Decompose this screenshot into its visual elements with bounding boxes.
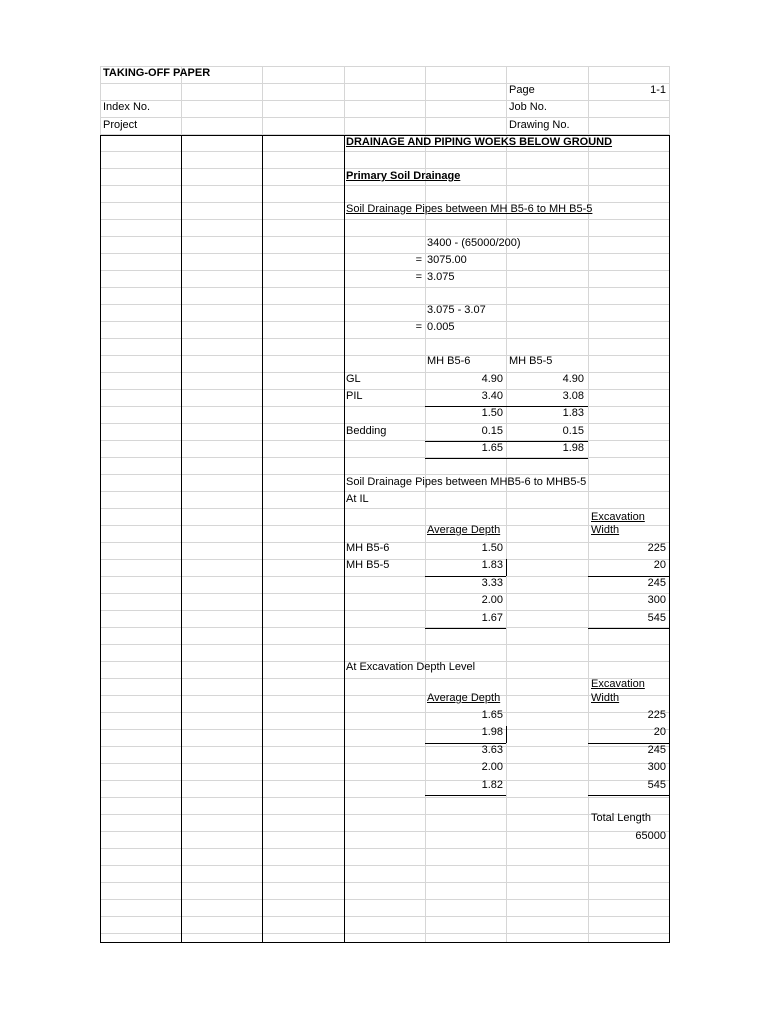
grid-row-line xyxy=(100,508,669,509)
grid-row-line xyxy=(100,355,669,356)
il-depth: 3.33 xyxy=(481,577,503,589)
excavation-width-header: Excavation xyxy=(591,511,645,523)
grid-row-line xyxy=(100,763,669,764)
pipes-heading: Soil Drainage Pipes between MH B5-6 to MH B5-5 xyxy=(346,203,593,215)
grid-row-line xyxy=(100,593,669,594)
grid-row-line xyxy=(100,151,669,152)
il-width: 545 xyxy=(647,612,666,624)
sum-rule xyxy=(588,795,669,796)
exc-width: 20 xyxy=(653,726,666,738)
il-depth: 1.83 xyxy=(481,559,503,571)
grid-row-line xyxy=(100,831,669,832)
gradient-result-1: 3075.00 xyxy=(427,254,467,266)
grid-row-line xyxy=(100,219,669,220)
grid-row-line xyxy=(100,814,669,815)
level-value: 4.90 xyxy=(481,373,503,385)
exc-depth: 1.98 xyxy=(481,726,503,738)
gradient-expression-2: 3.075 - 3.07 xyxy=(427,304,486,316)
il-width: 245 xyxy=(647,577,666,589)
gradient-expression-1: 3400 - (65000/200) xyxy=(427,237,521,249)
index-no-label: Index No. xyxy=(103,101,151,113)
il-depth: 1.67 xyxy=(481,612,503,624)
grid-row-line xyxy=(100,525,669,526)
average-depth-header: Average Depth xyxy=(427,692,501,704)
level-value: 1.83 xyxy=(562,407,584,419)
grid-row-line xyxy=(100,100,669,101)
grid-col-line xyxy=(588,66,589,942)
level-value: 1.65 xyxy=(481,442,503,454)
level-value: 0.15 xyxy=(562,425,584,437)
box-border xyxy=(100,942,670,943)
il-width: 225 xyxy=(647,542,666,554)
project-label: Project xyxy=(103,119,138,131)
level-value: 3.08 xyxy=(562,390,584,402)
average-depth-header: Average Depth xyxy=(427,524,501,536)
grid-col-line xyxy=(425,66,426,942)
at-excavation-heading: At Excavation Depth Level xyxy=(346,661,476,673)
grid-row-line xyxy=(100,780,669,781)
grid-row-line xyxy=(100,899,669,900)
equals-sign: = xyxy=(415,254,422,266)
grid-row-line xyxy=(100,236,669,237)
exc-width: 300 xyxy=(647,761,666,773)
exc-width: 225 xyxy=(647,709,666,721)
grid-row-line xyxy=(100,933,669,934)
grid-row-line xyxy=(100,729,669,730)
grid-row-line xyxy=(100,865,669,866)
grid-row-line xyxy=(100,627,669,628)
level-row-label: Bedding xyxy=(346,425,387,437)
il-row-label: MH B5-6 xyxy=(346,542,390,554)
levels-col-mh-b5-6: MH B5-6 xyxy=(427,355,471,367)
sheet-title: TAKING-OFF PAPER xyxy=(103,67,211,79)
grid-row-line xyxy=(100,287,669,288)
excavation-width-header: Width xyxy=(591,692,620,704)
grid-row-line xyxy=(100,423,669,424)
level-row-label: PIL xyxy=(346,390,363,402)
grid-row-line xyxy=(100,695,669,696)
grid-row-line xyxy=(100,83,669,84)
grid-row-line xyxy=(100,882,669,883)
sum-rule xyxy=(506,726,507,743)
grid-row-line xyxy=(100,491,669,492)
gradient-result-2: 3.075 xyxy=(427,271,455,283)
grid-row-line xyxy=(100,474,669,475)
level-value: 3.40 xyxy=(481,390,503,402)
total-length-value: 65000 xyxy=(635,830,666,842)
grid-row-line xyxy=(100,644,669,645)
exc-depth: 3.63 xyxy=(481,744,503,756)
exc-width: 245 xyxy=(647,744,666,756)
grid-row-line xyxy=(100,797,669,798)
il-depth: 1.50 xyxy=(481,542,503,554)
total-length-label: Total Length xyxy=(591,812,651,824)
level-value: 1.98 xyxy=(562,442,584,454)
page-label: Page xyxy=(509,84,535,96)
levels-col-mh-b5-5: MH B5-5 xyxy=(509,355,553,367)
at-il-label: At IL xyxy=(346,493,369,505)
job-no-label: Job No. xyxy=(509,101,547,113)
exc-width: 545 xyxy=(647,779,666,791)
grid-row-line xyxy=(100,168,669,169)
equals-sign: = xyxy=(415,271,422,283)
grid-row-line xyxy=(100,576,669,577)
grid-row-line xyxy=(100,916,669,917)
grid-row-line xyxy=(100,678,669,679)
grid-row-line xyxy=(100,848,669,849)
il-width: 300 xyxy=(647,594,666,606)
section-subtitle: Primary Soil Drainage xyxy=(346,170,461,182)
at-il-heading: Soil Drainage Pipes between MHB5-6 to MHB5-5 xyxy=(346,476,587,488)
grid-row-line xyxy=(100,746,669,747)
grid-row-line xyxy=(100,338,669,339)
excavation-width-header: Excavation xyxy=(591,678,645,690)
exc-depth: 2.00 xyxy=(481,761,503,773)
grid-row-line xyxy=(100,117,669,118)
level-value: 0.15 xyxy=(481,425,503,437)
level-value: 1.50 xyxy=(481,407,503,419)
sum-rule xyxy=(588,628,669,629)
grid-row-line xyxy=(100,185,669,186)
grid-row-line xyxy=(100,712,669,713)
grid-row-line xyxy=(100,304,669,305)
sum-rule xyxy=(425,795,506,796)
gradient-result-3: 0.005 xyxy=(427,321,455,333)
column-divider xyxy=(181,135,182,942)
exc-depth: 1.82 xyxy=(481,779,503,791)
section-title: DRAINAGE AND PIPING WOEKS BELOW GROUND xyxy=(346,136,613,148)
sum-rule xyxy=(425,458,588,459)
il-width: 20 xyxy=(653,559,666,571)
exc-depth: 1.65 xyxy=(481,709,503,721)
grid-col-line xyxy=(506,66,507,942)
level-value: 4.90 xyxy=(562,373,584,385)
drawing-no-label: Drawing No. xyxy=(509,119,570,131)
column-divider xyxy=(669,135,670,942)
excavation-width-header: Width xyxy=(591,524,620,536)
sum-rule xyxy=(506,559,507,576)
column-divider xyxy=(262,135,263,942)
column-divider xyxy=(100,135,101,942)
level-row-label: GL xyxy=(346,373,361,385)
equals-sign: = xyxy=(415,321,422,333)
page-value: 1-1 xyxy=(650,84,666,96)
sum-rule xyxy=(425,628,506,629)
grid-row-line xyxy=(100,610,669,611)
il-depth: 2.00 xyxy=(481,594,503,606)
il-row-label: MH B5-5 xyxy=(346,559,390,571)
